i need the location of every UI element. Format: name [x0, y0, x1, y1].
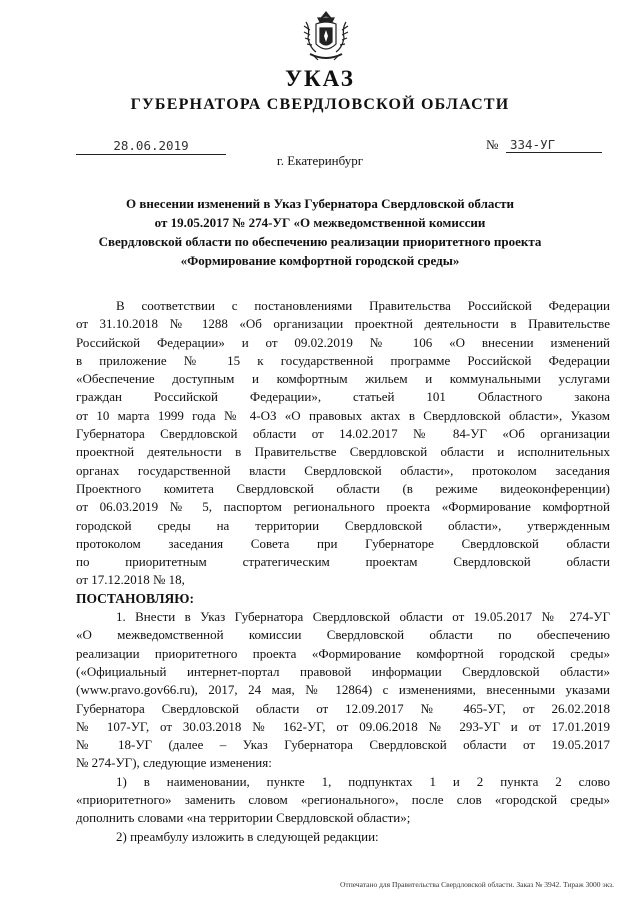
body-line: № 107-УГ, от 30.03.2018 № 162-УГ, от 09.06.2018 № 293-УГ и от 17.01.2019 [76, 718, 610, 734]
body-line: («Официальный интернет-портал правовой информации Свердловской области» [76, 663, 610, 679]
print-footer: Отпечатано для Правительства Свердловской области. Заказ № 3942. Тираж 3000 экз. [340, 880, 614, 889]
body-line: от 10 марта 1999 года № 4-ОЗ «О правовых актах в Свердловской области», Указом [76, 407, 610, 423]
body-line: № 18-УГ (далее – Указ Губернатора Свердловской области от 19.05.2017 [76, 737, 610, 753]
coat-of-arms-emblem [298, 8, 354, 64]
body-line: «Обеспечение доступным и комфортным жильем и коммунальными услугами [76, 371, 610, 387]
document-number [486, 137, 606, 153]
body-line: от 06.03.2019 № 5, паспортом регионального проекта «Формирование комфортной [76, 499, 610, 515]
body-line: «приоритетного» заменить словом «регионального», после слов «городской среды» [76, 792, 610, 808]
resolution-keyword: ПОСТАНОВЛЯЮ: [76, 590, 194, 606]
body-line: граждан Российской Федерации», статьей 101 Областного закона [76, 389, 610, 405]
document-title: УКАЗ [285, 66, 355, 91]
body-line: от 17.12.2018 № 18, [76, 572, 185, 588]
body-line: № 274-УГ), следующие изменения: [76, 755, 272, 771]
body-line: Губернатора Свердловской области от 14.02.2017 № 84-УГ «Об организации [76, 426, 610, 442]
body-line: 2) преамбулу изложить в следующей редакции: [116, 828, 379, 844]
heading-line: О внесении изменений в Указ Губернатора Свердловской области [125, 196, 515, 211]
body-line: от 31.10.2018 № 1288 «Об организации проектной деятельности в Правительстве [76, 316, 610, 332]
body-line: Проектного комитета Свердловской области (в режиме видеоконференции) [76, 480, 610, 496]
heading-line: Свердловской области по обеспечению реализации приоритетного проекта [98, 234, 542, 249]
number-label: № [486, 137, 499, 152]
heading-line: от 19.05.2017 № 274-УГ «О межведомственной комиссии [154, 215, 486, 230]
body-line: проектной деятельности в Правительстве Свердловской области и исполнительных [76, 444, 610, 460]
body-line: 1) в наименовании, пункте 1, подпунктах 1 и 2 пункта 2 слово [116, 773, 610, 789]
body-line: Российской Федерации» и от 09.02.2019 № 106 «О внесении изменений [76, 334, 610, 350]
heading-line: «Формирование комфортной городской среды» [180, 253, 460, 268]
body-line: дополнить словами «на территории Свердловской области»; [76, 810, 411, 826]
number-value: 334-УГ [506, 137, 602, 153]
body-line: В соответствии с постановлениями Правительства Российской Федерации [116, 298, 610, 313]
body-line: протоколом заседания Совета при Губернаторе Свердловской области [76, 535, 610, 551]
city: г. Екатеринбург [276, 153, 364, 168]
body-line: по приоритетным стратегическим проектам Свердловской области [76, 554, 610, 570]
body-line: 1. Внести в Указ Губернатора Свердловской области от 19.05.2017 № 274-УГ [116, 609, 610, 625]
decree-heading [60, 194, 580, 270]
document-date: 28.06.2019 [76, 138, 226, 155]
body-line: «О межведомственной комиссии Свердловской области по обеспечению [76, 627, 610, 643]
body-line: в приложение № 15 к государственной программе Российской Федерации [76, 352, 610, 368]
decree-body [76, 297, 610, 846]
body-line: органах государственной власти Свердловской области», протоколом заседания [76, 462, 610, 478]
body-line: городской среды на территории Свердловской области», утвержденным [76, 517, 610, 533]
body-line: (www.pravo.gov66.ru), 2017, 24 мая, № 12864) с изменениями, внесенными указами [76, 682, 610, 698]
body-line: реализации приоритетного проекта «Формирование комфортной городской среды» [76, 645, 610, 661]
body-line: Губернатора Свердловской области от 12.09.2017 № 465-УГ, от 26.02.2018 [76, 700, 610, 716]
document-subtitle: ГУБЕРНАТОРА СВЕРДЛОВСКОЙ ОБЛАСТИ [130, 96, 510, 113]
